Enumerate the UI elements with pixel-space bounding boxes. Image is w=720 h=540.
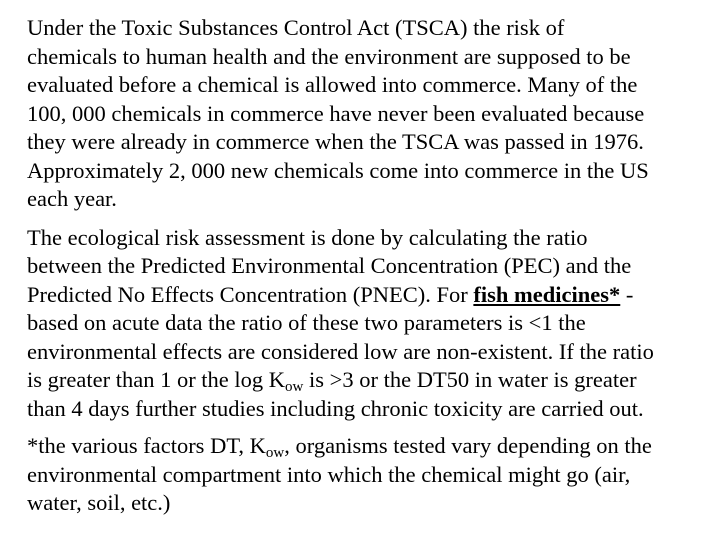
fish-medicines-link[interactable]: fish medicines* xyxy=(473,281,621,307)
text-segment: Predicted No Effects Concentration (PNEC). For xyxy=(27,281,474,307)
text-line: The ecological risk assessment is done by calculating the ratio xyxy=(27,224,588,250)
text-line: than 4 days further studies including chronic toxicity are carried out. xyxy=(27,395,644,421)
text-line: Approximately 2, 000 new chemicals come into commerce in the US xyxy=(27,157,649,183)
text-segment: is >3 or the DT50 in water is greater xyxy=(303,367,637,392)
kow-subscript: ow xyxy=(285,379,304,395)
text-line: Under the Toxic Substances Control Act (TSCA) the risk of xyxy=(27,15,565,40)
text-segment: - xyxy=(620,281,634,307)
text-line xyxy=(27,281,707,310)
text-segment: is greater than 1 or the log K xyxy=(27,367,286,392)
text-line: environmental compartment into which the chemical might go (air, xyxy=(27,461,631,487)
text-line: each year. xyxy=(27,186,117,211)
text-line xyxy=(27,432,707,461)
text-line: environmental effects are considered low are non-existent. If the ratio xyxy=(27,338,654,364)
text-line: they were already in commerce when the TSCA was passed in 1976. xyxy=(27,129,644,154)
text-line: water, soil, etc.) xyxy=(27,490,171,515)
text-line: chemicals to human health and the environment are supposed to be xyxy=(27,43,631,69)
text-line: 100, 000 chemicals in commerce have never been evaluated because xyxy=(27,100,645,126)
document-page xyxy=(27,14,707,527)
text-line: evaluated before a chemical is allowed into commerce. Many of the xyxy=(27,72,638,97)
text-line xyxy=(27,366,707,395)
text-segment: *the various factors DT, K xyxy=(27,433,266,458)
text-line: between the Predicted Environmental Concentration (PEC) and the xyxy=(27,253,632,278)
paragraph-tsca xyxy=(27,14,707,214)
kow-subscript: ow xyxy=(265,445,285,461)
text-segment: , organisms tested vary depending on the xyxy=(284,433,652,458)
paragraph-risk-assessment xyxy=(27,224,707,424)
paragraph-footnote xyxy=(27,432,707,518)
text-line: based on acute data the ratio of these two parameters is <1 the xyxy=(27,310,586,335)
